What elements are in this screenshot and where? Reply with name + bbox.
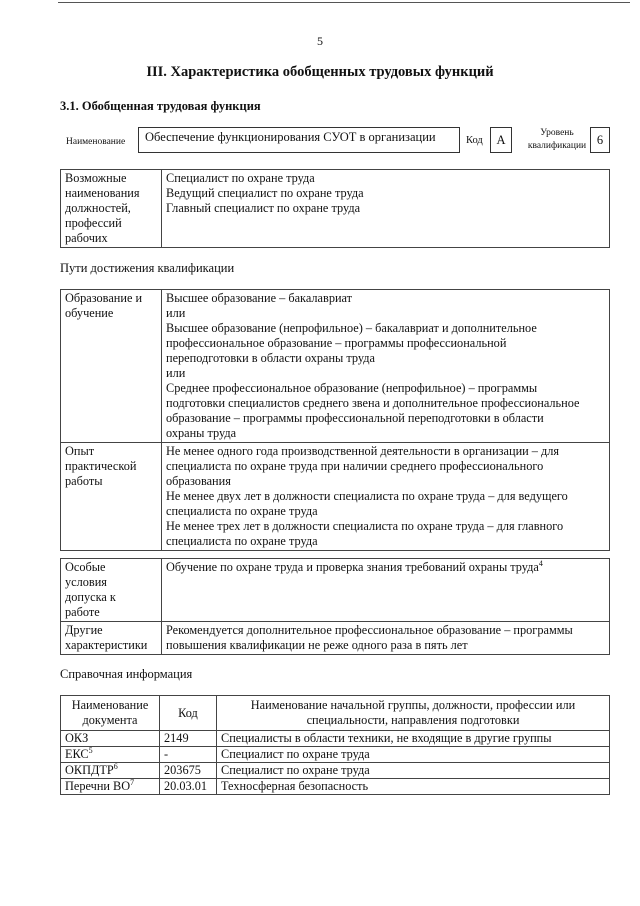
table-row (61, 747, 610, 763)
name-value: Обеспечение функционирования СУОТ в организации (138, 127, 460, 153)
table-row (61, 443, 610, 551)
cell-document (61, 779, 160, 795)
education-values (162, 290, 610, 443)
position-item: Главный специалист по охране труда (166, 201, 361, 215)
reference-label: Справочная информация (60, 667, 193, 681)
cell-name: Техносферная безопасность (217, 779, 610, 795)
cell-name: Специалист по охране труда (217, 747, 610, 763)
text-line: специалиста по охране труда (166, 504, 318, 518)
qualification-paths-table (60, 289, 610, 551)
text-line: образования (166, 474, 231, 488)
label-line: наименования (65, 186, 140, 200)
text-line: Высшее образование (непрофильное) – бакалавриат и дополнительное (166, 321, 537, 335)
level-label-line-2: квалификации (527, 141, 587, 151)
name-label: Наименование (66, 137, 126, 147)
conditions-table (60, 558, 610, 655)
label-line: должностей, (65, 201, 131, 215)
text-line: или (166, 306, 186, 320)
text-line: Не менее одного года производственной деятельности в организации – для (166, 444, 560, 458)
special-text: Обучение по охране труда и проверка знания требований охраны труда (166, 560, 539, 574)
label-line: рабочих (65, 231, 108, 245)
text-line: образование – программы профессиональной переподготовки в области (166, 411, 544, 425)
text-line: Рекомендуется дополнительное профессиональное образование – программы (166, 623, 573, 637)
level-label-line-1: Уровень (540, 128, 574, 138)
label-line: работы (65, 474, 103, 488)
label-line: Возможные (65, 171, 127, 185)
cell-name: Специалисты в области техники, не входящие в другие группы (217, 731, 610, 747)
cell-code: 20.03.01 (160, 779, 217, 795)
section-heading: III. Характеристика обобщенных трудовых функций (146, 64, 494, 80)
header-line: специальности, направления подготовки (306, 713, 520, 727)
position-item: Ведущий специалист по охране труда (166, 186, 364, 200)
header-code: Код (160, 696, 217, 731)
text-line: Среднее профессиональное образование (непрофильное) – программы (166, 381, 538, 395)
level-value: 6 (590, 127, 610, 153)
label-line: работе (65, 605, 100, 619)
footnote-mark: 6 (113, 761, 118, 771)
cell-code: - (160, 747, 217, 763)
header-document (61, 696, 160, 731)
positions-label (61, 170, 162, 248)
text-line: профессиональное образование – программы профессиональной (166, 336, 507, 350)
text-line: подготовки специалистов среднего звена и дополнительное профессиональное (166, 396, 580, 410)
other-values (162, 622, 610, 655)
code-label: Код (466, 135, 483, 146)
label-line: профессий (65, 216, 122, 230)
table-row (61, 290, 610, 443)
cell-document (61, 747, 160, 763)
cell-name: Специалист по охране труда (217, 763, 610, 779)
cell-document (61, 731, 160, 747)
text-line: или (166, 366, 186, 380)
doc-name: ОКЗ (65, 731, 89, 745)
text-line: специалиста по охране труда (166, 534, 318, 548)
other-label (61, 622, 162, 655)
cell-code: 203675 (160, 763, 217, 779)
label-line: допуска к (65, 590, 116, 604)
doc-name: ОКПДТР (65, 763, 114, 777)
cell-document (61, 763, 160, 779)
positions-table (60, 169, 610, 248)
table-row (61, 622, 610, 655)
table-header-row (61, 696, 610, 731)
header-line: Наименование начальной группы, должности, профессии или (250, 698, 576, 712)
table-row (61, 731, 610, 747)
label-line: практической (65, 459, 137, 473)
footnote-mark: 4 (538, 558, 543, 568)
label-line: характеристики (65, 638, 148, 652)
text-line: Не менее двух лет в должности специалиста по охране труда – для ведущего (166, 489, 568, 503)
table-row (61, 779, 610, 795)
label-line: Особые (65, 560, 106, 574)
doc-name: Перечни ВО (65, 779, 131, 793)
cell-code: 2149 (160, 731, 217, 747)
text-line: Не менее трех лет в должности специалиста по охране труда – для главного (166, 519, 564, 533)
label-line: условия (65, 575, 107, 589)
text-line: специалиста по охране труда при наличии среднего профессионального (166, 459, 544, 473)
table-row (61, 763, 610, 779)
text-line: повышения квалификации не реже одного раза в пять лет (166, 638, 468, 652)
footnote-mark: 7 (130, 777, 135, 787)
reference-table (60, 695, 610, 795)
label-line: Опыт (65, 444, 95, 458)
top-rule (58, 2, 630, 3)
code-value: A (490, 127, 512, 153)
doc-name: ЕКС (65, 747, 89, 761)
header-line: документа (82, 713, 138, 727)
positions-values (162, 170, 610, 248)
special-label (61, 559, 162, 622)
footnote-mark: 5 (88, 745, 93, 755)
header-line: Наименование (71, 698, 149, 712)
label-line: Образование и (65, 291, 143, 305)
paths-label: Пути достижения квалификации (60, 261, 235, 275)
label-line: обучение (65, 306, 114, 320)
position-item: Специалист по охране труда (166, 171, 315, 185)
page-number: 5 (317, 34, 323, 48)
header-name (217, 696, 610, 731)
education-label (61, 290, 162, 443)
experience-values (162, 443, 610, 551)
function-row (60, 127, 610, 157)
text-line: охраны труда (166, 426, 237, 440)
table-row (61, 170, 610, 248)
special-values (162, 559, 610, 622)
text-line: Высшее образование – бакалавриат (166, 291, 353, 305)
experience-label (61, 443, 162, 551)
table-row (61, 559, 610, 622)
subsection-heading: 3.1. Обобщенная трудовая функция (60, 99, 261, 113)
label-line: Другие (65, 623, 103, 637)
level-label (526, 128, 588, 151)
text-line: переподготовки в области охраны труда (166, 351, 375, 365)
